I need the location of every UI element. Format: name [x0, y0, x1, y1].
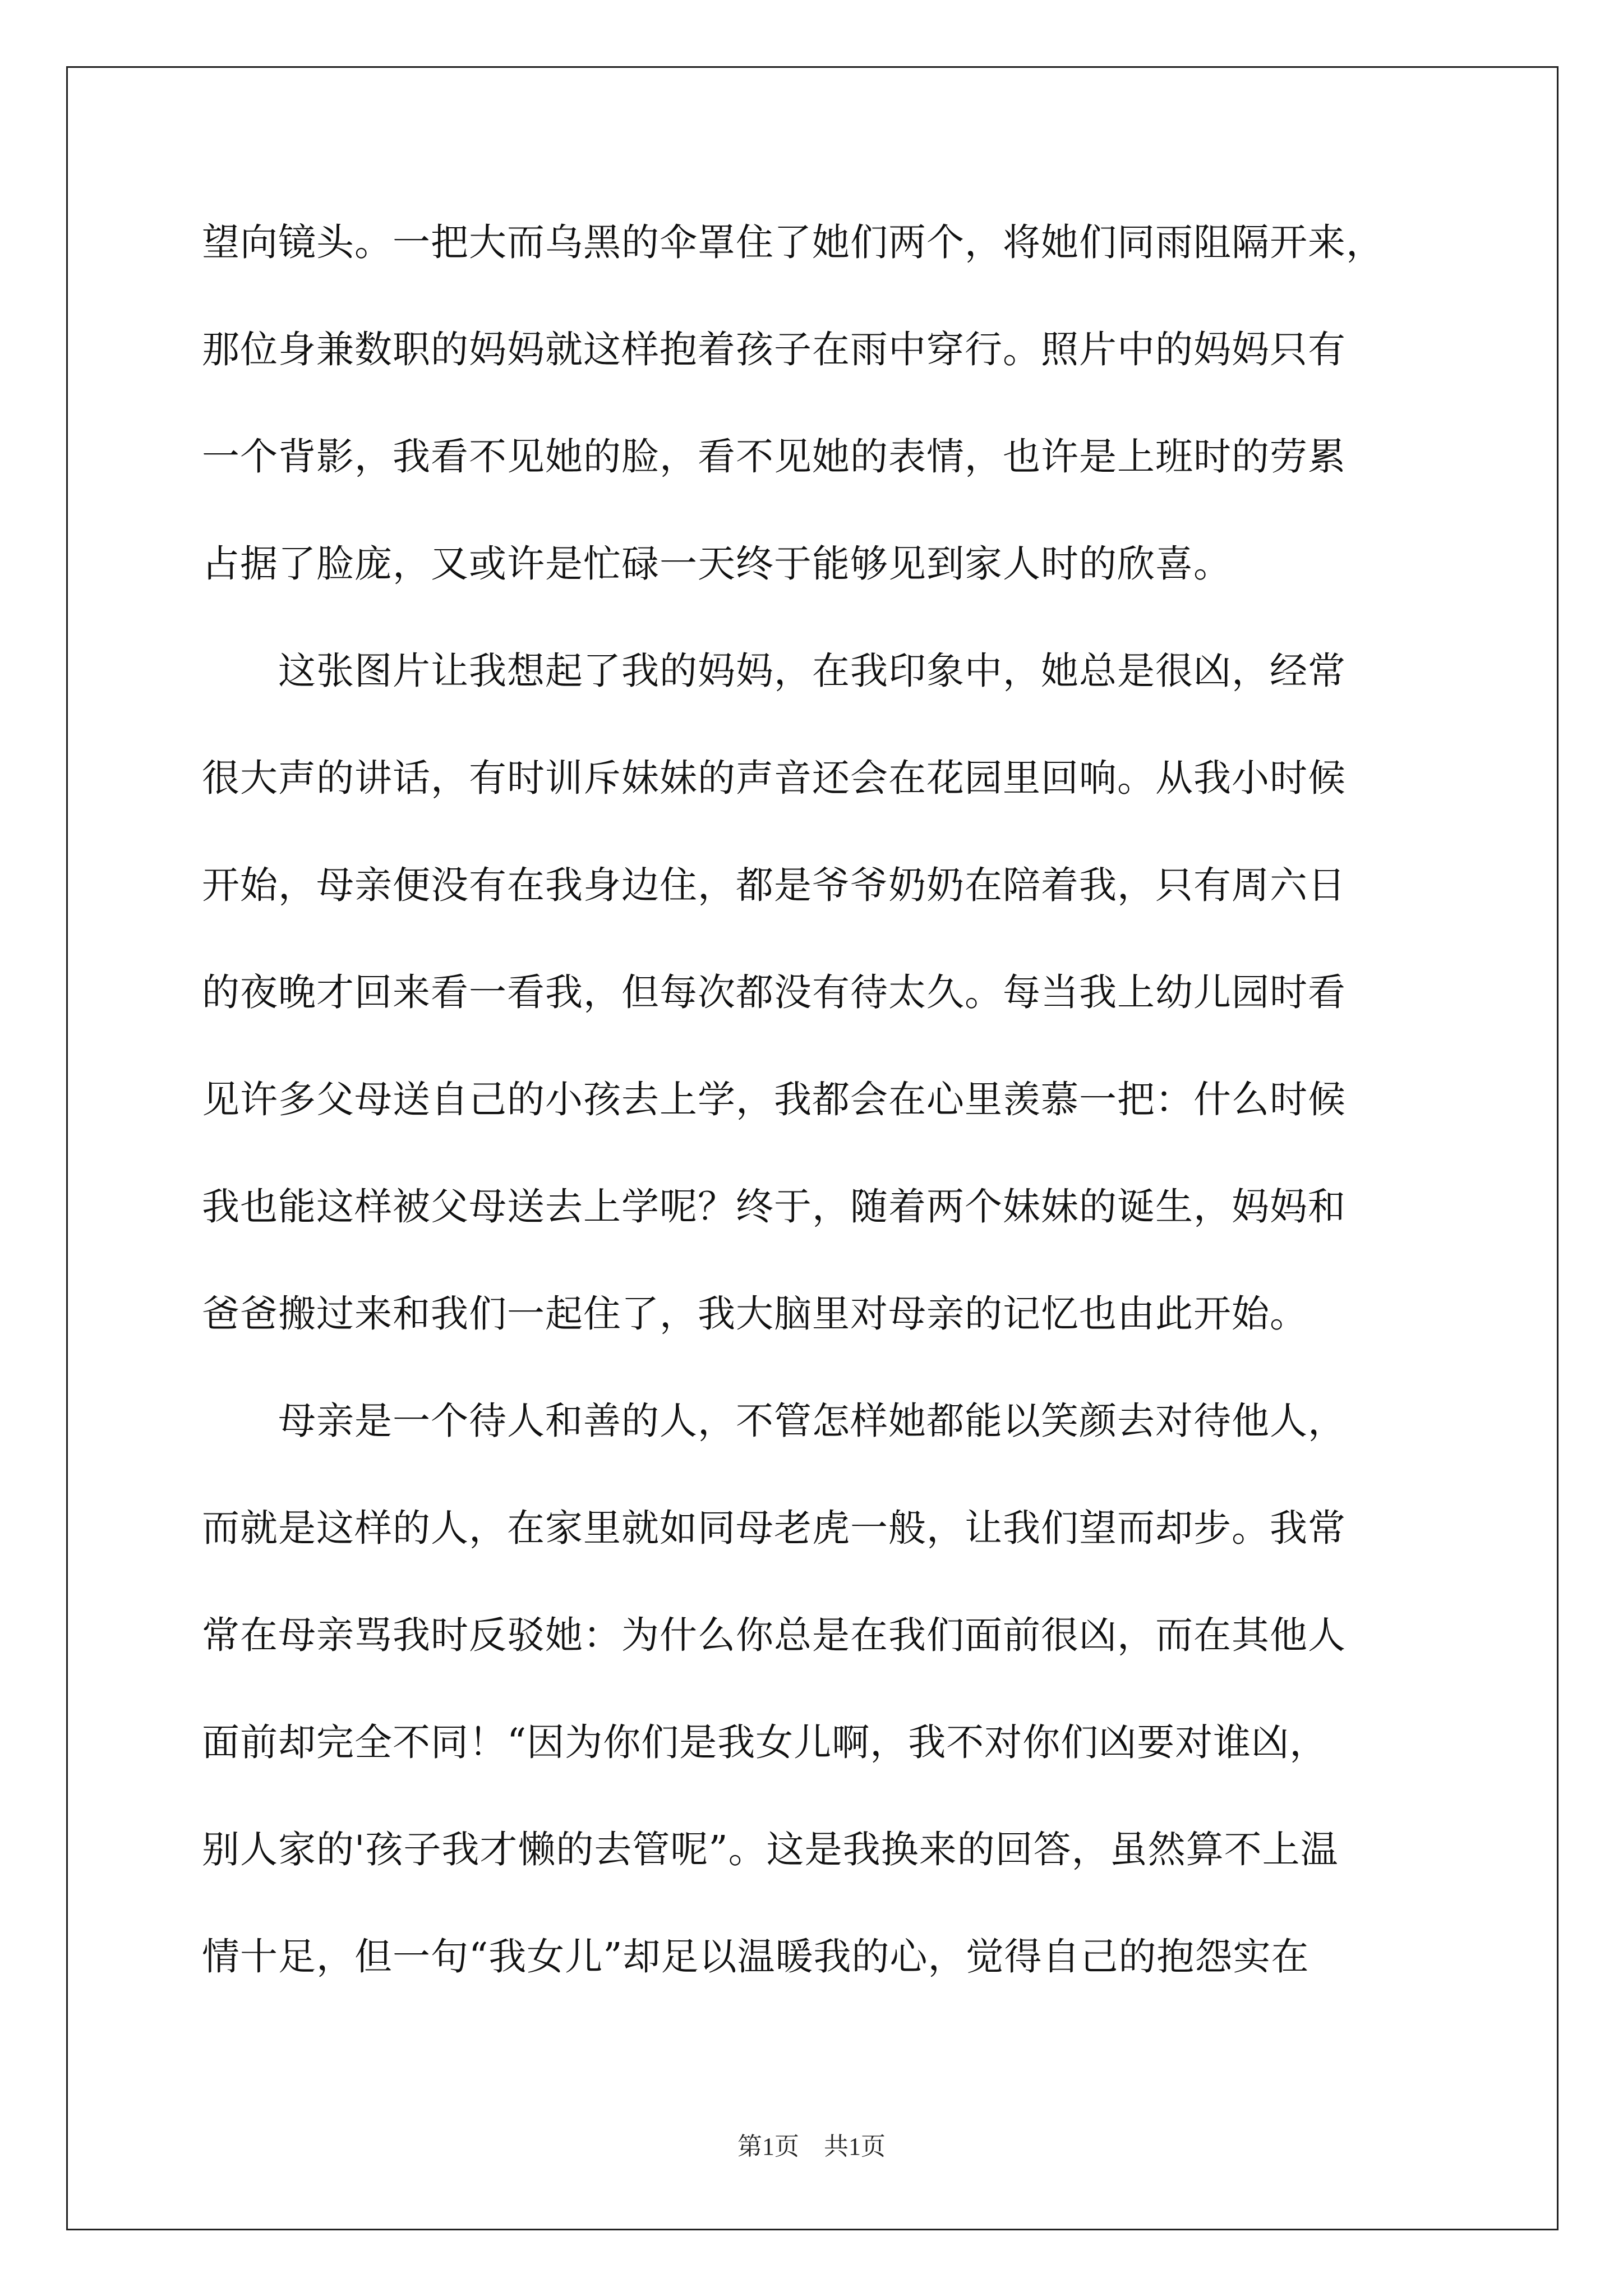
page-footer — [0, 2126, 1623, 2162]
text-line: 爸爸搬过来和我们一起住了，我大脑里对母亲的记忆也由此开始。 — [202, 1292, 1308, 1336]
text-line: 占据了脸庞，又或许是忙碌一天终于能够见到家人时的欣喜。 — [202, 542, 1232, 586]
document-body — [202, 209, 1424, 2030]
text-line: 母亲是一个待人和善的人，不管怎样她都能以笑颜去对待他人， — [202, 1399, 1346, 1443]
text-line: 别人家的'孩子我才懒的去管呢”。这是我换来的回答，虽然算不上温 — [202, 1828, 1339, 1871]
text-line: 见许多父母送自己的小孩去上学，我都会在心里羡慕一把：什么时候 — [202, 1078, 1346, 1121]
text-line: 常在母亲骂我时反驳她：为什么你总是在我们面前很凶，而在其他人 — [202, 1613, 1346, 1657]
text-line: 而就是这样的人，在家里就如同母老虎一般，让我们望而却步。我常 — [202, 1506, 1346, 1550]
text-line: 那位身兼数职的妈妈就这样抱着孩子在雨中穿行。照片中的妈妈只有 — [202, 328, 1346, 371]
page-number-label: 第1页 共1页 — [737, 2133, 886, 2160]
text-line: 这张图片让我想起了我的妈妈，在我印象中，她总是很凶，经常 — [202, 649, 1346, 693]
text-line: 的夜晚才回来看一看我，但每次都没有待太久。每当我上幼儿园时看 — [202, 970, 1346, 1014]
text-line: 开始，母亲便没有在我身边住，都是爷爷奶奶在陪着我，只有周六日 — [202, 863, 1346, 907]
text-line: 很大声的讲话，有时训斥妹妹的声音还会在花园里回响。从我小时候 — [202, 756, 1346, 800]
text-line: 面前却完全不同！“因为你们是我女儿啊，我不对你们凶要对谁凶， — [202, 1720, 1328, 1764]
text-line: 一个背影，我看不见她的脸，看不见她的表情，也许是上班时的劳累 — [202, 435, 1346, 478]
text-line: 我也能这样被父母送去上学呢？终于，随着两个妹妹的诞生，妈妈和 — [202, 1185, 1346, 1228]
text-line: 望向镜头。一把大而乌黑的伞罩住了她们两个，将她们同雨阻隔开来， — [202, 220, 1384, 264]
text-line: 情十足，但一句“我女儿”却足以温暖我的心，觉得自己的抱怨实在 — [202, 1935, 1310, 1978]
